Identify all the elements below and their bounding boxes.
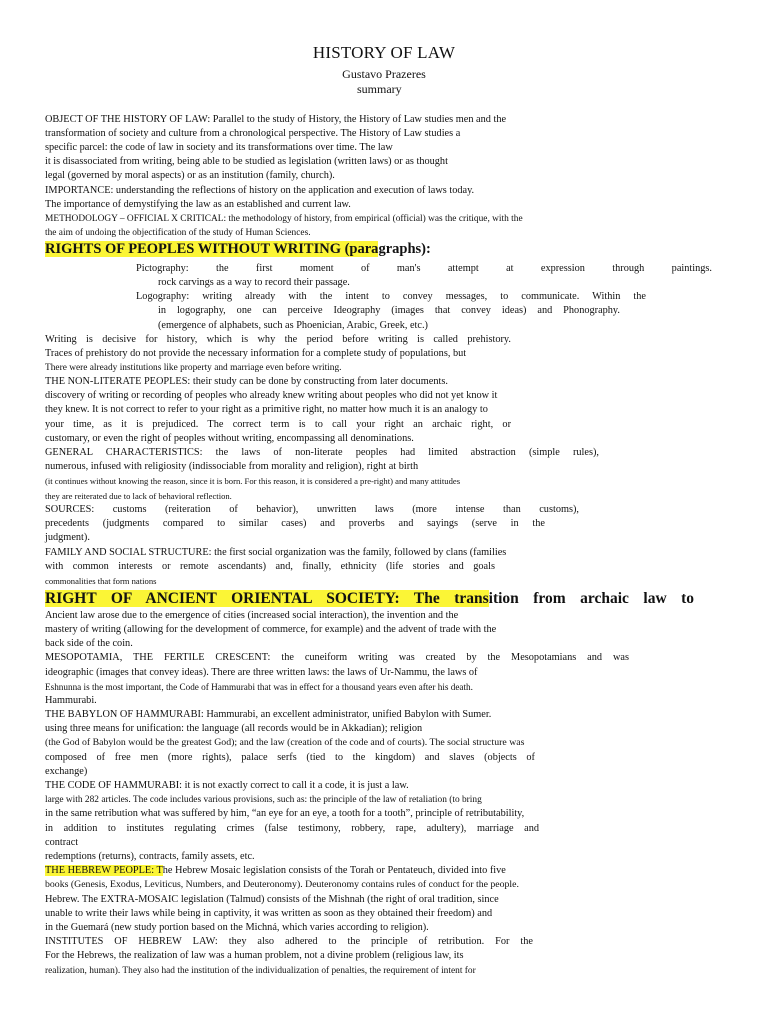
text-line: OBJECT OF THE HISTORY OF LAW: Parallel to the study of History, the History of Law studies men and the	[45, 114, 507, 125]
text-line: mastery of writing (allowing for the development of commerce, for example) and the advent of trade with the	[45, 624, 497, 635]
text-line: There were already institutions like property and marriage even before writing.	[45, 363, 342, 373]
text-line: they knew. It is not correct to refer to your right as a primitive right, no matter how much it is an analogy to	[45, 404, 488, 415]
section-heading-peoples-without-writing	[45, 240, 431, 258]
text-line: Hebrew. The EXTRA-MOSAIC legislation (Talmud) consists of the Mishnah (the right of oral tradition, since	[45, 894, 499, 905]
text-line: METHODOLOGY – OFFICIAL X CRITICAL: the methodology of history, from empirical (official) was the critique, with the	[45, 214, 523, 224]
text-line	[136, 262, 712, 276]
text-line	[45, 446, 599, 460]
highlight: RIGHTS OF PEOPLES WITHOUT WRITING (para	[45, 241, 379, 257]
section-heading-ancient-oriental-society	[45, 589, 725, 609]
justified-line: your time, as it is prejudiced. The correct term is to call your right an archaic right, or	[45, 419, 511, 430]
justified-line: SOURCES: customs (reiteration of behavior), unwritten laws (more intense than customs),	[45, 504, 579, 515]
text-line	[45, 651, 629, 665]
text-line: Traces of prehistory do not provide the necessary information for a complete study of populations, but	[45, 348, 467, 359]
document-subtitle: summary	[357, 82, 402, 96]
text-line	[45, 517, 545, 531]
text-line: contract	[45, 837, 79, 848]
justified-line: with common interests or remote ascendants) and, finally, ethnicity (life stories and goals	[45, 561, 495, 572]
text-line: FAMILY AND SOCIAL STRUCTURE: the first social organization was the family, followed by clans (families	[45, 547, 507, 558]
justified-line: composed of free men (more rights), palace serfs (tied to the kingdom) and slaves (objects of	[45, 752, 535, 763]
text-line: specific parcel: the code of law in society and its transformations over time. The law	[45, 142, 393, 153]
text-line: in the same retribution what was suffered by him, “an eye for an eye, a tooth for a tooth”, principle of retributability,	[45, 808, 525, 819]
justified-line: precedents (judgments compared to similar cases) and proverbs and sayings (serve in the	[45, 518, 545, 529]
text-line: THE CODE OF HAMMURABI: it is not exactly correct to call it a code, it is just a law.	[45, 780, 409, 791]
text-line: (it continues without knowing the reason, since it is born. For this reason, it is considered a pre-right) and many attitudes	[45, 476, 461, 486]
text-line: it is disassociated from writing, being able to be studied as legislation (written laws) or as thought	[45, 156, 448, 167]
highlight: RIGHT OF ANCIENT ORIENTAL SOCIETY: The trans	[45, 590, 489, 607]
text-line-hebrew-people	[45, 864, 506, 878]
text-line: For the Hebrews, the realization of law was a human problem, not a divine problem (religious law, its	[45, 950, 464, 961]
text-line: books (Genesis, Exodus, Leviticus, Numbers, and Deuteronomy). Deuteronomy contains rules of conduct for the people.	[45, 879, 519, 890]
text-line: rock carvings as a way to record their passage.	[158, 277, 350, 288]
text-line: using three means for unification: the language (all records would be in Akkadian); religion	[45, 723, 423, 734]
text-line: the aim of undoing the objectification of the study of Human Sciences.	[45, 228, 311, 238]
justified-line: MESOPOTAMIA, THE FERTILE CRESCENT: the cuneiform writing was created by the Mesopotamians and was	[45, 652, 629, 663]
text-line	[45, 560, 495, 574]
text-line	[45, 822, 539, 836]
text-line	[45, 503, 579, 517]
text-line: discovery of writing or recording of peoples who already knew writing about peoples who did not yet know it	[45, 390, 498, 401]
logography-line: Logography: writing already with the intent to convey messages, to communicate. Within the	[136, 291, 646, 302]
text-line: THE BABYLON OF HAMMURABI: Hammurabi, an excellent administrator, unified Babylon with Sumer.	[45, 709, 492, 720]
text-line: customary, or even the right of peoples without writing, encompassing all denominations.	[45, 433, 414, 444]
text-line	[45, 418, 511, 432]
text-line	[45, 333, 511, 347]
heading-rest: ition from archaic law to	[488, 590, 695, 607]
text-line: back side of the coin.	[45, 638, 133, 649]
text-line: large with 282 articles. The code includes various provisions, such as: the principle of the law of retaliation (to bring	[45, 795, 482, 805]
text-line: legal (governed by moral aspects) or as an institution (family, church).	[45, 170, 335, 181]
justified-line: Writing is decisive for history, which is why the period before writing is called prehistory.	[45, 334, 511, 345]
text-line: (the God of Babylon would be the greatest God); and the law (creation of the code and of courts). The social structure was	[45, 737, 525, 748]
text-line: The importance of demystifying the law as an established and current law.	[45, 199, 351, 210]
text-line: in the Guemará (new study portion based on the Michná, which varies according to religion).	[45, 922, 429, 933]
heading-rest: graphs):	[378, 241, 431, 257]
text-line: IMPORTANCE: understanding the reflections of history on the application and execution of laws today.	[45, 185, 475, 196]
text-line	[158, 304, 620, 318]
text-line: judgment).	[45, 532, 90, 543]
justified-line: GENERAL CHARACTERISTICS: the laws of non-literate peoples had limited abstraction (simple rules),	[45, 447, 599, 458]
document-title: HISTORY OF LAW	[312, 43, 456, 62]
line-rest: he Hebrew Mosaic legislation consists of the Torah or Pentateuch, divided into five	[162, 865, 506, 876]
text-line	[45, 935, 533, 949]
text-line: Eshnunna is the most important, the Code of Hammurabi that was in effect for a thousand years even after his death.	[45, 682, 473, 692]
highlight: THE HEBREW PEOPLE: T	[45, 865, 163, 876]
text-line: commonalities that form nations	[45, 576, 157, 586]
text-line: Hammurabi.	[45, 695, 97, 706]
text-line: unable to write their laws while being in captivity, it was written as soon as they obtained their freedom) and	[45, 908, 493, 919]
text-line: numerous, infused with religiosity (indissociable from morality and religion), right at birth	[45, 461, 419, 472]
text-line: realization, human). They also had the institution of the individualization of penalties, the requirement of intent for	[45, 966, 476, 976]
document-author: Gustavo Prazeres	[342, 67, 426, 81]
pictography-line: Pictography: the first moment of man's attempt at expression through paintings.	[136, 263, 712, 274]
text-line: ideographic (images that convey ideas). There are three written laws: the laws of Ur-Nammu, the laws of	[45, 667, 478, 678]
text-line: exchange)	[45, 766, 88, 777]
text-line: THE NON-LITERATE PEOPLES: their study can be done by constructing from later documents.	[45, 376, 448, 387]
justified-line: INSTITUTES OF HEBREW LAW: they also adhered to the principle of retribution. For the	[45, 936, 533, 947]
text-line	[45, 751, 535, 765]
text-line: (emergence of alphabets, such as Phoenician, Arabic, Greek, etc.)	[158, 320, 428, 331]
text-line	[136, 290, 646, 304]
text-line: Ancient law arose due to the emergence of cities (increased social interaction), the invention and the	[45, 610, 459, 621]
justified-line: in addition to institutes regulating crimes (false testimony, robbery, rape, adultery), marriage and	[45, 823, 539, 834]
text-line: transformation of society and culture from a chronological perspective. The History of Law studies a	[45, 128, 461, 139]
text-line: they are reiterated due to lack of behavioral reflection.	[45, 491, 232, 501]
text-line: redemptions (returns), contracts, family assets, etc.	[45, 851, 255, 862]
logography-line-2: in logography, one can perceive Ideography (images that convey ideas) and Phonography.	[158, 305, 620, 316]
